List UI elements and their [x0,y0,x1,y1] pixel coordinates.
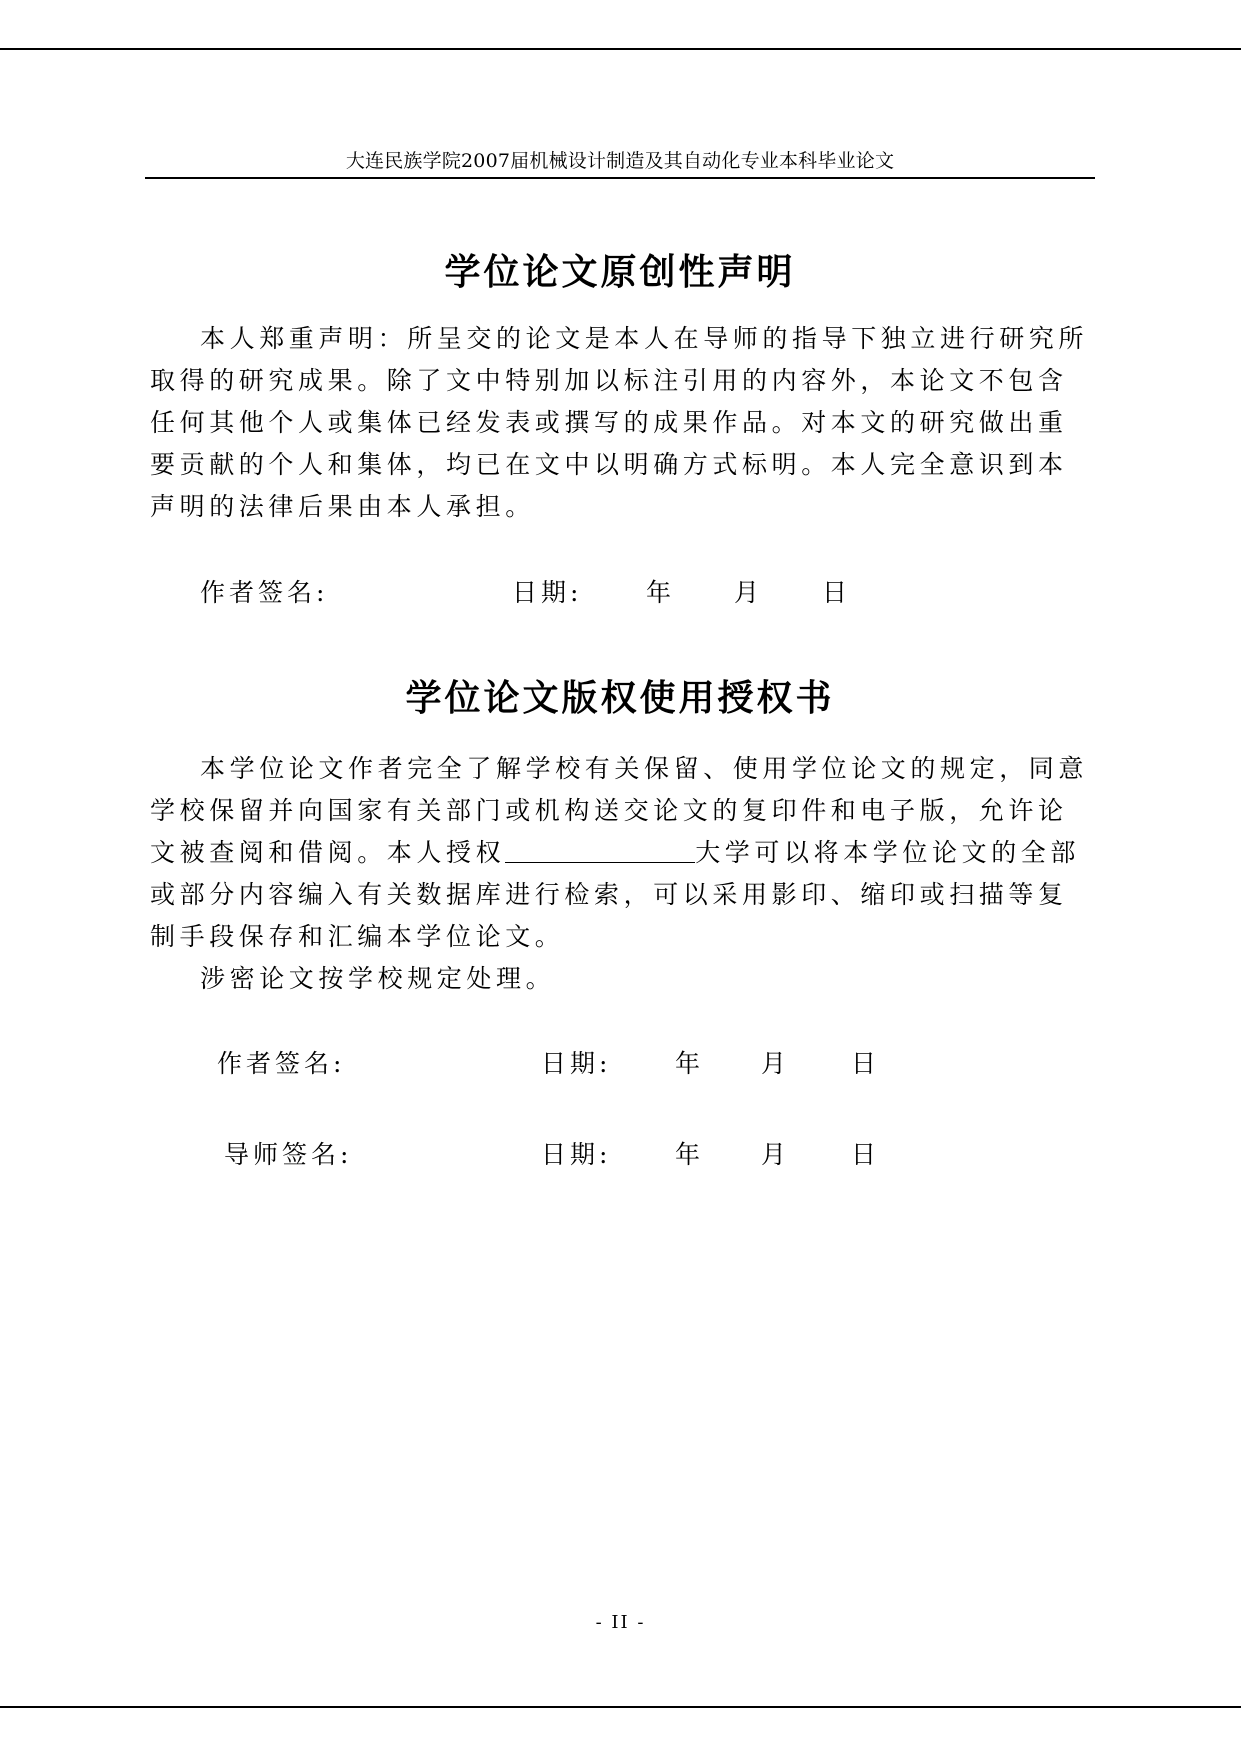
day-label: 日 [851,1140,881,1169]
authorization-author-signature-row [217,1044,917,1078]
declaration-title: 学位论文原创性声明 [444,251,796,293]
date-label: 日期: [512,578,583,607]
month-label: 月 [761,1140,791,1169]
author-signature-label: 作者签名: [200,578,329,607]
month-label: 月 [761,1049,791,1078]
authorization-advisor-signature-row [224,1135,924,1169]
advisor-signature-label: 导师签名: [224,1140,353,1169]
year-label: 年 [675,1140,705,1169]
month-label: 月 [734,578,764,607]
authorization-body-end: 大学可以将本学位论文的全部或部分内容编入有关数据库进行检索，可以采用影印、缩印或扫描等复制手段保存和汇编本学位论文。 [150,838,1081,951]
date-label: 日期: [541,1049,612,1078]
page-number: - II - [595,1612,646,1633]
declaration-signature-row [200,573,900,607]
day-label: 日 [822,578,852,607]
authorization-title: 学位论文版权使用授权书 [405,677,835,719]
top-border-line [0,48,1241,50]
running-header: 大连民族学院2007届机械设计制造及其自动化专业本科毕业论文 [345,150,895,172]
university-name-blank[interactable] [505,836,695,863]
year-label: 年 [675,1049,705,1078]
authorization-body-start: 本学位论文作者完全了解学校有关保留、使用学位论文的规定，同意学校保留并向国家有关部门或机构送交论文的复印件和电子版，允许论文被查阅和借阅。本人授权 [150,754,1089,867]
authorization-body [150,748,1090,958]
author-signature-label: 作者签名: [217,1049,346,1078]
declaration-body: 本人郑重声明：所呈交的论文是本人在导师的指导下独立进行研究所取得的研究成果。除了文中特别加以标注引用的内容外，本论文不包含任何其他个人或集体已经发表或撰写的成果作品。对本文的研究做出重要贡献的个人和集体，均已在文中以明确方式标明。本人完全意识到本声明的法律后果由本人承担。 [150,324,1089,521]
bottom-border-line [0,1706,1241,1708]
date-label: 日期: [541,1140,612,1169]
year-label: 年 [646,578,676,607]
header-rule [145,177,1095,179]
confidential-note: 涉密论文按学校规定处理。 [200,964,556,993]
day-label: 日 [851,1049,881,1078]
